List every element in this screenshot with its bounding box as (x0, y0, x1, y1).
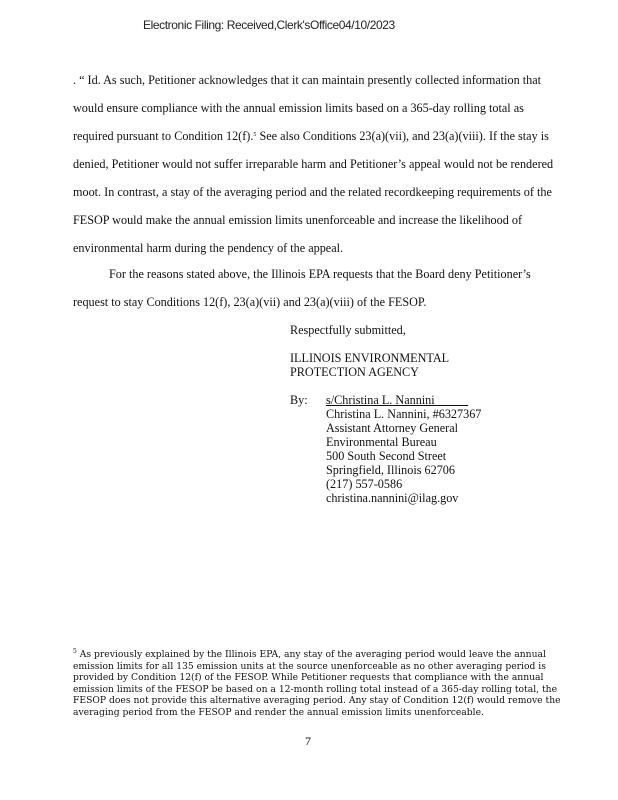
signer-name: Christina L. Nannini, #6327367 (326, 407, 482, 421)
body-line: would ensure compliance with the annual emission limits based on a 365-day rolling total as (73, 101, 524, 115)
body-line-part: required pursuant to Condition 12(f). (73, 129, 254, 143)
signer-title: Assistant Attorney General (326, 421, 459, 435)
body-line (73, 129, 549, 144)
footnote-line: FESOP does not provide this alternative averaging period. Any stay of Condition 12(f) would remove the (73, 695, 561, 707)
page-number: 7 (305, 734, 311, 748)
footnote-line: $^5$ As previously explained by the Illinois EPA, any stay of the averaging period would leave the annual (73, 648, 546, 660)
body-line: request to stay Conditions 12(f), 23(a)(vii) and 23(a)(viii) of the FESOP. (73, 295, 427, 309)
footnote-line: averaging period from the FESOP and render the annual emission limits unenforceable. (73, 706, 484, 718)
signer-street: 500 South Second Street (326, 449, 447, 463)
signer-bureau: Environmental Bureau (326, 435, 437, 449)
body-line: moot. In contrast, a stay of the averaging period and the related recordkeeping requirements of the (73, 185, 552, 199)
signature-details (326, 393, 481, 505)
filing-stamp-header: Electronic Filing: Received,Clerk'sOffice04/10/2023 (143, 18, 395, 32)
body-line-part: See also Conditions 23(a)(vii), and 23(a)(viii). If the stay is (259, 129, 549, 143)
body-line: environmental harm during the pendency of the appeal. (73, 241, 344, 255)
signature-by-label: By: (290, 393, 308, 407)
body-line: denied, Petitioner would not suffer irreparable harm and Petitioner’s appeal would not be rendered (73, 157, 554, 171)
agency-name-line: PROTECTION AGENCY (290, 365, 419, 379)
footnote-line: emission limits of the FESOP be based on a 12-month rolling total instead of a 365-day rolling total, the (73, 683, 558, 695)
signature-agency (290, 351, 449, 379)
signer-city: Springfield, Illinois 62706 (326, 463, 455, 477)
footnote-reference: 5 (253, 132, 257, 138)
signer-email: christina.nannini@ilag.gov (326, 491, 459, 505)
footnote (73, 649, 573, 719)
footnote-line: provided by Condition 12(f) of the FESOP. While Petitioner requests that compliance with the annual (73, 672, 544, 684)
footnote-line: emission limits for all 135 emission units at the source unenforceable as no other averaging period is (73, 660, 546, 672)
signer-phone: (217) 557-0586 (326, 477, 403, 491)
body-line: For the reasons stated above, the Illinois EPA requests that the Board deny Petitioner’s (109, 267, 531, 281)
signature-closing: Respectfully submitted, (290, 323, 406, 337)
body-line: . “ Id. As such, Petitioner acknowledges that it can maintain presently collected information that (73, 73, 542, 87)
footnote-marker: 5 (73, 648, 77, 655)
body-line: FESOP would make the annual emission limits unenforceable and increase the likelihood of (73, 213, 523, 227)
electronic-signature: s/Christina L. Nannini (326, 393, 435, 407)
agency-name-line: ILLINOIS ENVIRONMENTAL (290, 351, 450, 365)
